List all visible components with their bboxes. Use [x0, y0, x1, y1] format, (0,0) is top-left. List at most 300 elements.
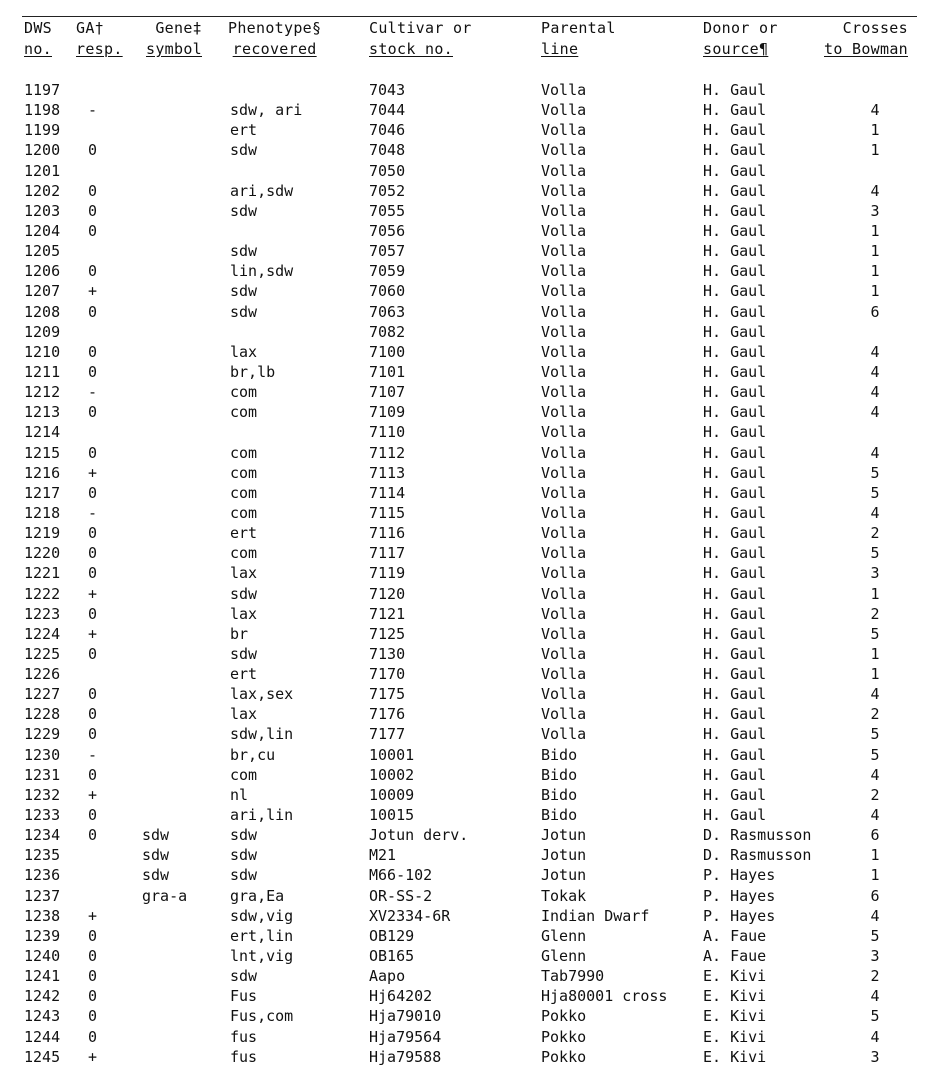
donor-source: H. Gaul — [703, 463, 767, 482]
donor-source: P. Hayes — [703, 866, 776, 885]
donor-source: H. Gaul — [703, 322, 767, 341]
phenotype: lax,sex — [230, 685, 294, 704]
table-row — [0, 181, 931, 201]
parental-line: Tokak — [541, 886, 587, 905]
cultivar-stock: 7125 — [369, 624, 406, 643]
phenotype: sdw, ari — [230, 101, 303, 120]
crosses-to-bowman: 3 — [870, 1047, 880, 1066]
crosses-to-bowman: 1 — [870, 221, 880, 240]
donor-source: H. Gaul — [703, 201, 767, 220]
crosses-to-bowman: 5 — [870, 624, 880, 643]
donor-source: A. Faue — [703, 947, 767, 966]
cultivar-stock: 7063 — [369, 302, 406, 321]
phenotype: com — [230, 463, 258, 482]
crosses-to-bowman: 2 — [870, 524, 880, 543]
ga-response: 0 — [88, 947, 98, 966]
parental-line: Volla — [541, 443, 587, 462]
donor-source: H. Gaul — [703, 806, 767, 825]
parental-line: Volla — [541, 644, 587, 663]
donor-source: H. Gaul — [703, 242, 767, 261]
table-row — [0, 1006, 931, 1026]
crosses-to-bowman: 2 — [870, 705, 880, 724]
dws-number: 1227 — [24, 685, 61, 704]
table-row — [0, 886, 931, 906]
dws-number: 1226 — [24, 665, 61, 684]
cultivar-stock: OB129 — [369, 926, 415, 945]
donor-source: H. Gaul — [703, 342, 767, 361]
donor-source: A. Faue — [703, 926, 767, 945]
parental-line: Pokko — [541, 1047, 587, 1066]
cultivar-stock: 7121 — [369, 604, 406, 623]
dws-number: 1223 — [24, 604, 61, 623]
crosses-to-bowman: 3 — [870, 564, 880, 583]
header-line: recovered — [232, 40, 317, 58]
dws-number: 1202 — [24, 181, 61, 200]
table-row — [0, 100, 931, 120]
ga-response: 0 — [88, 302, 98, 321]
dws-number: 1213 — [24, 403, 61, 422]
ga-response: 0 — [88, 1027, 98, 1046]
parental-line: Volla — [541, 181, 587, 200]
header-parental-line — [541, 18, 616, 60]
cultivar-stock: Hj64202 — [369, 987, 433, 1006]
header-crosses — [824, 18, 908, 60]
table-row — [0, 201, 931, 221]
crosses-to-bowman: 2 — [870, 604, 880, 623]
cultivar-stock: Aapo — [369, 967, 406, 986]
cultivar-stock: XV2334-6R — [369, 906, 451, 925]
donor-source: H. Gaul — [703, 302, 767, 321]
phenotype: br,lb — [230, 362, 276, 381]
crosses-to-bowman: 4 — [870, 362, 880, 381]
parental-line: Jotun — [541, 866, 587, 885]
table-row — [0, 80, 931, 100]
table-row — [0, 785, 931, 805]
gene-symbol: sdw — [142, 846, 170, 865]
dws-number: 1228 — [24, 705, 61, 724]
table-row — [0, 1047, 931, 1067]
crosses-to-bowman: 5 — [870, 463, 880, 482]
phenotype: sdw — [230, 141, 258, 160]
dws-number: 1209 — [24, 322, 61, 341]
dws-number: 1211 — [24, 362, 61, 381]
header-line: stock no. — [369, 40, 453, 58]
ga-response: 0 — [88, 544, 98, 563]
ga-response: 0 — [88, 705, 98, 724]
table-row — [0, 765, 931, 785]
dws-number: 1231 — [24, 765, 61, 784]
cultivar-stock: 7057 — [369, 242, 406, 261]
phenotype: ari,sdw — [230, 181, 294, 200]
cultivar-stock: 10002 — [369, 765, 415, 784]
donor-source: H. Gaul — [703, 141, 767, 160]
dws-number: 1237 — [24, 886, 61, 905]
table-row — [0, 845, 931, 865]
table-row — [0, 724, 931, 744]
cultivar-stock: 7060 — [369, 282, 406, 301]
ga-response: - — [88, 503, 98, 522]
donor-source: P. Hayes — [703, 886, 776, 905]
table-row — [0, 221, 931, 241]
crosses-to-bowman: 4 — [870, 765, 880, 784]
donor-source: D. Rasmusson — [703, 826, 812, 845]
cultivar-stock: OR-SS-2 — [369, 886, 433, 905]
cultivar-stock: 7115 — [369, 503, 406, 522]
crosses-to-bowman: 2 — [870, 785, 880, 804]
ga-response: 0 — [88, 685, 98, 704]
phenotype: com — [230, 483, 258, 502]
cultivar-stock: 7110 — [369, 423, 406, 442]
parental-line: Tab7990 — [541, 967, 605, 986]
cultivar-stock: 7112 — [369, 443, 406, 462]
cultivar-stock: 7056 — [369, 221, 406, 240]
crosses-to-bowman: 1 — [870, 282, 880, 301]
header-gene-symbol — [146, 18, 202, 60]
phenotype: ert — [230, 524, 258, 543]
ga-response: 0 — [88, 765, 98, 784]
cultivar-stock: 7044 — [369, 101, 406, 120]
phenotype: com — [230, 403, 258, 422]
donor-source: H. Gaul — [703, 644, 767, 663]
cultivar-stock: 7059 — [369, 262, 406, 281]
dws-number: 1212 — [24, 383, 61, 402]
header-cultivar — [369, 18, 472, 60]
ga-response: + — [88, 584, 98, 603]
parental-line: Pokko — [541, 1007, 587, 1026]
parental-line: Jotun — [541, 826, 587, 845]
dws-number: 1214 — [24, 423, 61, 442]
phenotype: sdw — [230, 826, 258, 845]
ga-response: 0 — [88, 201, 98, 220]
crosses-to-bowman: 4 — [870, 383, 880, 402]
cultivar-stock: 7043 — [369, 81, 406, 99]
parental-line: Volla — [541, 705, 587, 724]
crosses-to-bowman: 5 — [870, 745, 880, 764]
phenotype: lax — [230, 705, 258, 724]
cultivar-stock: 7175 — [369, 685, 406, 704]
donor-source: H. Gaul — [703, 544, 767, 563]
parental-line: Bido — [541, 785, 578, 804]
dws-number: 1205 — [24, 242, 61, 261]
table-row — [0, 1027, 931, 1047]
cultivar-stock: 7119 — [369, 564, 406, 583]
ga-response: + — [88, 624, 98, 643]
donor-source: H. Gaul — [703, 161, 767, 180]
cultivar-stock: Hja79588 — [369, 1047, 442, 1066]
dws-number: 1199 — [24, 121, 61, 140]
top-rule — [22, 16, 917, 17]
phenotype: nl — [230, 785, 249, 804]
donor-source: H. Gaul — [703, 181, 767, 200]
header-line: resp. — [76, 40, 123, 58]
phenotype: com — [230, 383, 258, 402]
donor-source: E. Kivi — [703, 987, 767, 1006]
cultivar-stock: 7116 — [369, 524, 406, 543]
dws-number: 1238 — [24, 906, 61, 925]
dws-number: 1206 — [24, 262, 61, 281]
parental-line: Volla — [541, 423, 587, 442]
ga-response: + — [88, 785, 98, 804]
parental-line: Volla — [541, 584, 587, 603]
donor-source: H. Gaul — [703, 81, 767, 99]
table-row — [0, 322, 931, 342]
dws-number: 1207 — [24, 282, 61, 301]
crosses-to-bowman: 1 — [870, 866, 880, 885]
phenotype: sdw — [230, 967, 258, 986]
crosses-to-bowman: 5 — [870, 544, 880, 563]
dws-number: 1243 — [24, 1007, 61, 1026]
phenotype: Fus — [230, 987, 258, 1006]
crosses-to-bowman: 3 — [870, 201, 880, 220]
cultivar-stock: 7046 — [369, 121, 406, 140]
phenotype: sdw — [230, 846, 258, 865]
parental-line: Volla — [541, 564, 587, 583]
parental-line: Bido — [541, 765, 578, 784]
dws-number: 1203 — [24, 201, 61, 220]
ga-response: 0 — [88, 1007, 98, 1026]
cultivar-stock: 10001 — [369, 745, 415, 764]
donor-source: H. Gaul — [703, 282, 767, 301]
donor-source: H. Gaul — [703, 443, 767, 462]
donor-source: E. Kivi — [703, 967, 767, 986]
donor-source: H. Gaul — [703, 624, 767, 643]
crosses-to-bowman: 4 — [870, 403, 880, 422]
phenotype: sdw — [230, 282, 258, 301]
table-row — [0, 986, 931, 1006]
dws-number: 1219 — [24, 524, 61, 543]
donor-source: H. Gaul — [703, 765, 767, 784]
dws-number: 1222 — [24, 584, 61, 603]
dws-number: 1200 — [24, 141, 61, 160]
crosses-to-bowman: 4 — [870, 685, 880, 704]
gene-symbol: gra-a — [142, 886, 188, 905]
ga-response: 0 — [88, 926, 98, 945]
dws-number: 1245 — [24, 1047, 61, 1066]
donor-source: H. Gaul — [703, 383, 767, 402]
ga-response: - — [88, 101, 98, 120]
cultivar-stock: M66-102 — [369, 866, 433, 885]
phenotype: lax — [230, 604, 258, 623]
phenotype: lnt,vig — [230, 947, 294, 966]
donor-source: H. Gaul — [703, 584, 767, 603]
parental-line: Volla — [541, 262, 587, 281]
parental-line: Volla — [541, 201, 587, 220]
phenotype: Fus,com — [230, 1007, 294, 1026]
cultivar-stock: 7109 — [369, 403, 406, 422]
dws-number: 1204 — [24, 221, 61, 240]
ga-response: + — [88, 1047, 98, 1066]
dws-number: 1242 — [24, 987, 61, 1006]
cultivar-stock: 7114 — [369, 483, 406, 502]
donor-source: H. Gaul — [703, 423, 767, 442]
phenotype: sdw — [230, 584, 258, 603]
dws-number: 1218 — [24, 503, 61, 522]
table-row — [0, 684, 931, 704]
crosses-to-bowman: 4 — [870, 101, 880, 120]
donor-source: H. Gaul — [703, 745, 767, 764]
table-row — [0, 745, 931, 765]
crosses-to-bowman: 6 — [870, 826, 880, 845]
table-row — [0, 261, 931, 281]
donor-source: E. Kivi — [703, 1047, 767, 1066]
header-line: no. — [24, 40, 52, 58]
cultivar-stock: OB165 — [369, 947, 415, 966]
cultivar-stock: 7130 — [369, 644, 406, 663]
parental-line: Volla — [541, 302, 587, 321]
phenotype: ert — [230, 665, 258, 684]
parental-line: Bido — [541, 745, 578, 764]
dws-number: 1230 — [24, 745, 61, 764]
table-row — [0, 241, 931, 261]
parental-line: Volla — [541, 383, 587, 402]
cultivar-stock: 7176 — [369, 705, 406, 724]
phenotype: sdw — [230, 242, 258, 261]
ga-response: 0 — [88, 725, 98, 744]
parental-line: Volla — [541, 141, 587, 160]
table-row — [0, 664, 931, 684]
cultivar-stock: M21 — [369, 846, 397, 865]
table-row — [0, 302, 931, 322]
dws-number: 1217 — [24, 483, 61, 502]
parental-line: Pokko — [541, 1027, 587, 1046]
table-row — [0, 644, 931, 664]
crosses-to-bowman: 4 — [870, 342, 880, 361]
crosses-to-bowman: 1 — [870, 665, 880, 684]
ga-response: + — [88, 282, 98, 301]
gene-symbol: sdw — [142, 826, 170, 845]
table-row — [0, 865, 931, 885]
header-line: to Bowman — [824, 40, 908, 58]
crosses-to-bowman: 1 — [870, 584, 880, 603]
table-row — [0, 563, 931, 583]
header-line: symbol — [146, 40, 202, 58]
dws-number: 1239 — [24, 926, 61, 945]
header-donor-source — [703, 18, 778, 60]
parental-line: Volla — [541, 483, 587, 502]
parental-line: Indian Dwarf — [541, 906, 650, 925]
parental-line: Volla — [541, 342, 587, 361]
ga-response: 0 — [88, 342, 98, 361]
parental-line: Volla — [541, 544, 587, 563]
donor-source: H. Gaul — [703, 483, 767, 502]
donor-source: P. Hayes — [703, 906, 776, 925]
table-row — [0, 906, 931, 926]
crosses-to-bowman: 1 — [870, 846, 880, 865]
table-row — [0, 120, 931, 140]
dws-number: 1198 — [24, 101, 61, 120]
parental-line: Volla — [541, 665, 587, 684]
table-row — [0, 382, 931, 402]
donor-source: H. Gaul — [703, 725, 767, 744]
crosses-to-bowman: 1 — [870, 121, 880, 140]
crosses-to-bowman: 4 — [870, 1027, 880, 1046]
crosses-to-bowman: 2 — [870, 967, 880, 986]
donor-source: H. Gaul — [703, 101, 767, 120]
parental-line: Glenn — [541, 926, 587, 945]
header-line: Phenotype§ — [228, 19, 322, 37]
crosses-to-bowman: 5 — [870, 483, 880, 502]
phenotype: com — [230, 503, 258, 522]
header-phenotype — [228, 18, 321, 60]
ga-response: 0 — [88, 826, 98, 845]
table-row — [0, 281, 931, 301]
donor-source: H. Gaul — [703, 604, 767, 623]
dws-number: 1240 — [24, 947, 61, 966]
header-line: Gene‡ — [155, 19, 202, 37]
cultivar-stock: 10009 — [369, 785, 415, 804]
donor-source: H. Gaul — [703, 685, 767, 704]
cultivar-stock: 7100 — [369, 342, 406, 361]
table-row — [0, 443, 931, 463]
parental-line: Volla — [541, 604, 587, 623]
ga-response: 0 — [88, 181, 98, 200]
ga-response: 0 — [88, 262, 98, 281]
parental-line: Glenn — [541, 947, 587, 966]
phenotype: sdw,lin — [230, 725, 294, 744]
ga-response: 0 — [88, 644, 98, 663]
parental-line: Volla — [541, 624, 587, 643]
cultivar-stock: 7117 — [369, 544, 406, 563]
phenotype: com — [230, 765, 258, 784]
parental-line: Volla — [541, 282, 587, 301]
crosses-to-bowman: 6 — [870, 302, 880, 321]
parental-line: Volla — [541, 121, 587, 140]
parental-line: Bido — [541, 806, 578, 825]
donor-source: H. Gaul — [703, 705, 767, 724]
header-line: Parental — [541, 19, 616, 37]
donor-source: D. Rasmusson — [703, 846, 812, 865]
dws-number: 1232 — [24, 785, 61, 804]
header-line: DWS — [24, 19, 52, 37]
table-row — [0, 523, 931, 543]
crosses-to-bowman: 1 — [870, 644, 880, 663]
crosses-to-bowman: 5 — [870, 1007, 880, 1026]
dws-number: 1201 — [24, 161, 61, 180]
dws-number: 1234 — [24, 826, 61, 845]
table-row — [0, 342, 931, 362]
dws-number: 1241 — [24, 967, 61, 986]
crosses-to-bowman: 4 — [870, 181, 880, 200]
phenotype: com — [230, 544, 258, 563]
table-row — [0, 362, 931, 382]
crosses-to-bowman: 1 — [870, 262, 880, 281]
header-ga-resp — [76, 18, 123, 60]
ga-response: - — [88, 745, 98, 764]
table-row — [0, 624, 931, 644]
donor-source: E. Kivi — [703, 1007, 767, 1026]
donor-source: E. Kivi — [703, 1027, 767, 1046]
donor-source: H. Gaul — [703, 785, 767, 804]
cultivar-stock: 7120 — [369, 584, 406, 603]
header-line: Donor or — [703, 19, 778, 37]
table-row — [0, 825, 931, 845]
donor-source: H. Gaul — [703, 362, 767, 381]
crosses-to-bowman: 3 — [870, 947, 880, 966]
dws-number: 1197 — [24, 81, 61, 99]
phenotype: sdw — [230, 644, 258, 663]
crosses-to-bowman: 4 — [870, 906, 880, 925]
donor-source: H. Gaul — [703, 564, 767, 583]
cultivar-stock: 7052 — [369, 181, 406, 200]
table-row — [0, 402, 931, 422]
crosses-to-bowman: 5 — [870, 926, 880, 945]
header-line: Cultivar or — [369, 19, 472, 37]
table-row — [0, 805, 931, 825]
dws-number: 1229 — [24, 725, 61, 744]
header-line: Crosses — [842, 19, 908, 37]
parental-line: Volla — [541, 463, 587, 482]
dws-number: 1235 — [24, 846, 61, 865]
